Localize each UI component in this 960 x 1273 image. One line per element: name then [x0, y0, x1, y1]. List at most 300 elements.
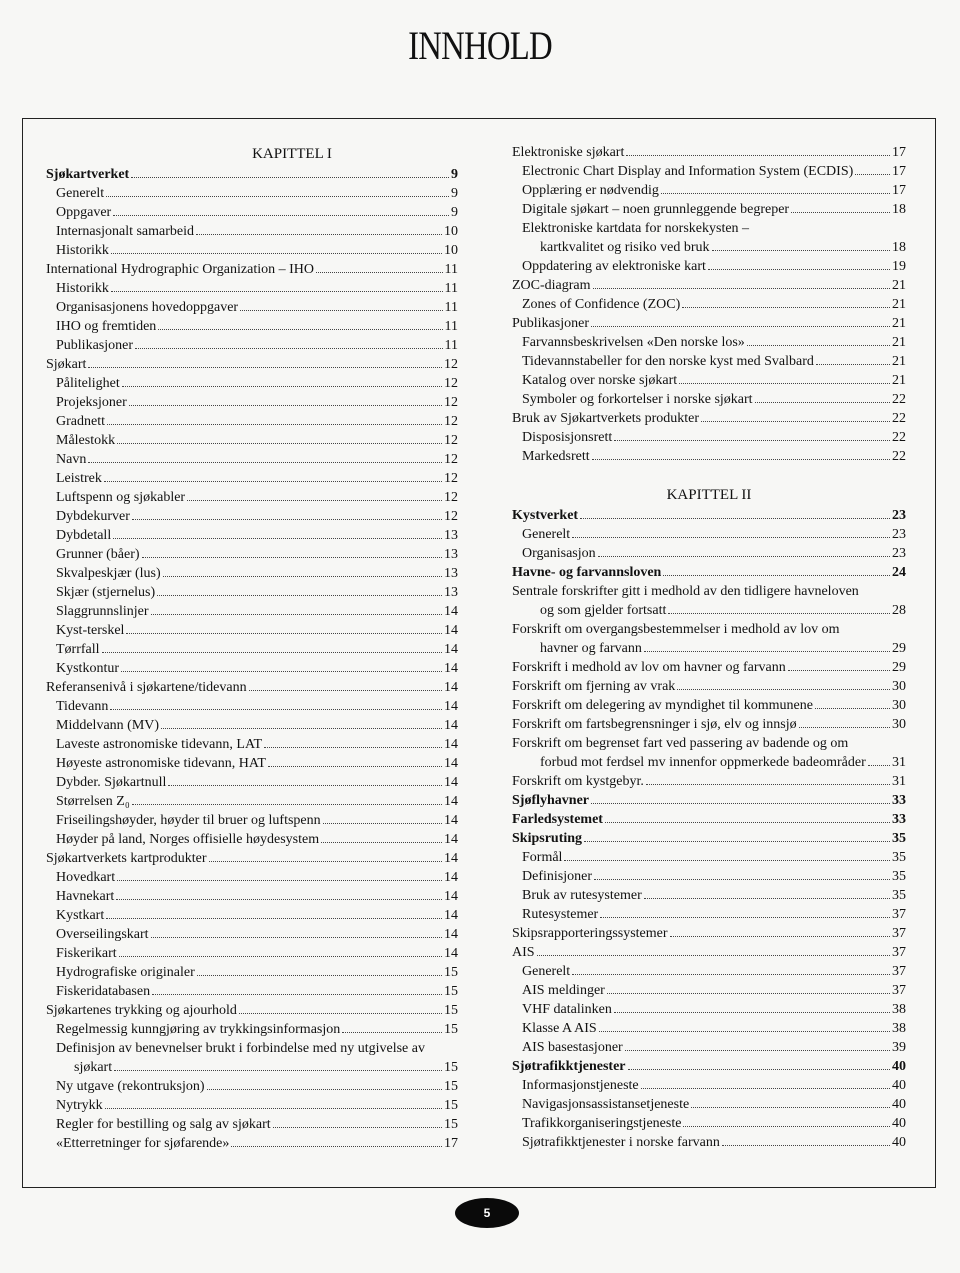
toc-entry: [46, 1001, 458, 1020]
toc-entry: [512, 200, 906, 219]
dot-leader: [644, 651, 890, 652]
dot-leader: [240, 310, 442, 311]
toc-entry: [46, 1134, 458, 1153]
dot-leader: [599, 1031, 890, 1032]
dot-leader: [788, 670, 890, 671]
dot-leader: [129, 405, 442, 406]
toc-entry: [512, 1114, 906, 1133]
toc-entry-page: 11: [444, 262, 458, 277]
toc-entry-title: Bruk av rutesystemer: [522, 888, 642, 903]
toc-entry-page: 9: [451, 186, 458, 201]
toc-entry: [46, 811, 458, 830]
toc-entry-page: 40: [892, 1097, 906, 1112]
toc-entry-page: 12: [444, 414, 458, 429]
toc-entry: [46, 602, 458, 621]
dot-leader: [231, 1146, 442, 1147]
toc-entry-page: 17: [892, 183, 906, 198]
toc-entry-title: Størrelsen Z₀: [56, 794, 130, 809]
toc-entry-title: Klasse A AIS: [522, 1021, 597, 1036]
toc-entry-page: 14: [444, 813, 458, 828]
toc-entry-page: 33: [892, 812, 906, 827]
toc-entry: [512, 181, 906, 200]
toc-list: [512, 143, 906, 466]
toc-entry: [46, 1020, 458, 1039]
toc-entry-page: 15: [444, 1079, 458, 1094]
toc-entry-title: Kystkart: [56, 908, 105, 923]
toc-entry-title: AIS: [512, 945, 535, 960]
toc-entry: [46, 469, 458, 488]
toc-entry-page: 21: [892, 297, 906, 312]
toc-entry: [46, 336, 458, 355]
toc-entry-title: Trafikkorganiseringstjeneste: [522, 1116, 682, 1131]
toc-entry: [512, 829, 906, 848]
toc-entry: [46, 830, 458, 849]
toc-entry-title: Forskrift om fjerning av vrak: [512, 679, 676, 694]
toc-entry-page: 21: [892, 335, 906, 350]
dot-leader: [161, 728, 442, 729]
dot-leader: [614, 440, 890, 441]
dot-leader: [239, 1013, 442, 1014]
toc-entry: [46, 165, 458, 184]
toc-entry: [46, 374, 458, 393]
toc-entry: [46, 906, 458, 925]
dot-leader: [670, 936, 890, 937]
toc-entry-title: Generelt: [56, 186, 105, 201]
toc-entry: [512, 563, 906, 582]
toc-entry: [46, 241, 458, 260]
dot-leader: [316, 272, 443, 273]
toc-entry: [512, 371, 906, 390]
toc-entry: [512, 677, 906, 696]
toc-entry: [512, 447, 906, 466]
toc-entry-page: 29: [892, 660, 906, 675]
toc-entry-title: Electronic Chart Display and Information System (ECDIS): [522, 164, 854, 179]
dot-leader: [591, 326, 890, 327]
toc-entry: [512, 810, 906, 829]
toc-entry: [46, 1077, 458, 1096]
dot-leader: [151, 937, 442, 938]
toc-entry: [512, 848, 906, 867]
toc-entry: [512, 734, 906, 753]
dot-leader: [168, 785, 442, 786]
toc-entry-page: 31: [892, 755, 906, 770]
toc-entry-page: 15: [444, 1060, 458, 1075]
toc-entry-title: Opplæring er nødvendig: [522, 183, 659, 198]
dot-leader: [592, 459, 890, 460]
toc-entry-title: Dybdetall: [56, 528, 112, 543]
toc-entry-title: Forskrift om delegering av myndighet til kommunene: [512, 698, 813, 713]
toc-entry-page: 37: [892, 983, 906, 998]
dot-leader: [126, 633, 442, 634]
dot-leader: [605, 822, 890, 823]
toc-entry: [512, 162, 906, 181]
toc-entry: [512, 905, 906, 924]
toc-entry: [46, 526, 458, 545]
dot-leader: [187, 500, 442, 501]
dot-leader: [868, 765, 890, 766]
toc-entry: [512, 772, 906, 791]
toc-entry-title: Oppdatering av elektroniske kart: [522, 259, 706, 274]
dot-leader: [646, 784, 890, 785]
toc-entry: [46, 450, 458, 469]
dot-leader: [110, 709, 442, 710]
toc-entry: [46, 621, 458, 640]
toc-entry: [46, 1096, 458, 1115]
dot-leader: [791, 212, 890, 213]
dot-leader: [799, 727, 890, 728]
toc-entry: [46, 887, 458, 906]
toc-entry-page: 28: [892, 603, 906, 618]
toc-entry-page: 29: [892, 641, 906, 656]
toc-entry-title: Sjøflyhavner: [512, 793, 589, 808]
toc-entry-title: Hovedkart: [56, 870, 116, 885]
toc-entry: [512, 352, 906, 371]
toc-entry-page: 12: [444, 357, 458, 372]
dot-leader: [712, 250, 890, 251]
toc-entry: [46, 545, 458, 564]
toc-entry-title: Friseilingshøyder, høyder til bruer og luftspenn: [56, 813, 321, 828]
toc-entry-page: 38: [892, 1021, 906, 1036]
toc-entry-title: Zones of Confidence (ZOC): [522, 297, 681, 312]
dot-leader: [747, 345, 890, 346]
dot-leader: [113, 215, 449, 216]
toc-entry-title: Forskrift om kystgebyr.: [512, 774, 644, 789]
toc-entry-page: 40: [892, 1135, 906, 1150]
toc-entry-page: 15: [444, 1117, 458, 1132]
toc-entry: [512, 506, 906, 525]
toc-entry: [512, 1133, 906, 1152]
toc-entry: [512, 428, 906, 447]
toc-entry-page: 30: [892, 698, 906, 713]
toc-entry: [512, 582, 906, 601]
toc-entry: [512, 390, 906, 409]
toc-entry-title: Historikk: [56, 281, 109, 296]
toc-entry: [512, 544, 906, 563]
dot-leader: [104, 481, 442, 482]
dot-leader: [572, 537, 890, 538]
toc-entry-title: Regelmessig kunngjøring av trykkingsinformasjon: [56, 1022, 341, 1037]
dot-leader: [701, 421, 890, 422]
toc-entry-title: Nytrykk: [56, 1098, 103, 1113]
toc-entry-title: Ny utgave (rekontruksjon): [56, 1079, 205, 1094]
toc-entry-title: Skipsruting: [512, 831, 583, 846]
toc-entry-page: 37: [892, 907, 906, 922]
dot-leader: [273, 1127, 442, 1128]
toc-entry-page: 31: [892, 774, 906, 789]
dot-leader: [614, 1012, 890, 1013]
dot-leader: [594, 879, 890, 880]
toc-entry-page: 14: [444, 699, 458, 714]
dot-leader: [323, 823, 442, 824]
toc-entry: [512, 143, 906, 162]
toc-entry-title: Tidevann: [56, 699, 109, 714]
dot-leader: [157, 595, 442, 596]
dot-leader: [106, 196, 449, 197]
toc-entry-page: 21: [892, 373, 906, 388]
toc-entry: [512, 525, 906, 544]
toc-entry-page: 9: [451, 167, 458, 182]
dot-leader: [580, 518, 890, 519]
dot-leader: [626, 155, 890, 156]
toc-entry-page: 30: [892, 679, 906, 694]
toc-entry: [46, 488, 458, 507]
dot-leader: [152, 994, 442, 995]
toc-entry: [512, 1019, 906, 1038]
page-title: INNHOLD: [408, 23, 552, 68]
dot-leader: [142, 557, 442, 558]
toc-entry-title: Bruk av Sjøkartverkets produkter: [512, 411, 700, 426]
toc-entry-title: Organisasjonens hovedoppgaver: [56, 300, 239, 315]
dot-leader: [88, 462, 442, 463]
toc-entry-title: Rutesystemer: [522, 907, 599, 922]
dot-leader: [119, 956, 442, 957]
toc-entry-page: 13: [444, 547, 458, 562]
dot-leader: [122, 386, 442, 387]
dot-leader: [113, 538, 442, 539]
dot-leader: [132, 804, 442, 805]
dot-leader: [564, 860, 890, 861]
toc-entry: [46, 716, 458, 735]
toc-entry: [512, 924, 906, 943]
toc-entry-page: 14: [444, 604, 458, 619]
toc-entry: [46, 298, 458, 317]
toc-entry-title: Publikasjoner: [56, 338, 133, 353]
toc-entry-title: Oppgaver: [56, 205, 112, 220]
toc-entry: [46, 260, 458, 279]
toc-entry-title: Kystverket: [512, 508, 579, 523]
toc-entry-page: 17: [892, 164, 906, 179]
toc-entry-title: Havnekart: [56, 889, 115, 904]
toc-entry-page: 39: [892, 1040, 906, 1055]
toc-entry: [512, 257, 906, 276]
toc-entry-title: «Etterretninger for sjøfarende»: [56, 1136, 230, 1151]
toc-entry: [46, 279, 458, 298]
toc-entry-page: 11: [444, 319, 458, 334]
dot-leader: [102, 652, 442, 653]
toc-entry-title: Målestokk: [56, 433, 116, 448]
toc-entry-title: Formål: [522, 850, 563, 865]
toc-entry: [46, 412, 458, 431]
toc-entry-page: 18: [892, 202, 906, 217]
toc-entry: [512, 715, 906, 734]
toc-entry-page: 35: [892, 888, 906, 903]
toc-entry: [46, 431, 458, 450]
toc-entry: [46, 184, 458, 203]
dot-leader: [677, 689, 890, 690]
toc-entry: [46, 963, 458, 982]
toc-entry: [46, 697, 458, 716]
toc-column-right: [512, 143, 906, 1152]
toc-entry-title: forbud mot ferdsel mv innenfor oppmerkede badeområder: [540, 755, 866, 770]
toc-entry-page: 14: [444, 756, 458, 771]
toc-entry-page: 21: [892, 278, 906, 293]
toc-entry-title: Tørrfall: [56, 642, 100, 657]
toc-entry-page: 35: [892, 869, 906, 884]
toc-entry-page: 19: [892, 259, 906, 274]
toc-entry: [512, 1076, 906, 1095]
chapter-heading: KAPITTEL I: [252, 146, 332, 162]
toc-entry-page: 37: [892, 964, 906, 979]
toc-entry-page: 12: [444, 452, 458, 467]
dot-leader: [88, 367, 442, 368]
dot-leader: [815, 708, 890, 709]
toc-entry-page: 14: [444, 680, 458, 695]
toc-entry-title: Sjøkartverkets kartprodukter: [46, 851, 207, 866]
toc-entry: [46, 1115, 458, 1134]
toc-entry-title: Forskrift om overgangsbestemmelser i medhold av lov om: [512, 622, 840, 637]
toc-entry: [512, 409, 906, 428]
toc-entry-title: Dybder. Sjøkartnull: [56, 775, 167, 790]
toc-entry-page: 10: [444, 243, 458, 258]
dot-leader: [209, 861, 442, 862]
toc-entry-page: 24: [892, 565, 906, 580]
toc-entry-title: Skjær (stjernelus): [56, 585, 156, 600]
toc-entry-page: 11: [444, 281, 458, 296]
dot-leader: [111, 253, 442, 254]
dot-leader: [607, 993, 890, 994]
toc-entry: [46, 222, 458, 241]
toc-entry-title: Digitale sjøkart – noen grunnleggende begreper: [522, 202, 790, 217]
dot-leader: [816, 364, 890, 365]
toc-entry-page: 11: [444, 300, 458, 315]
toc-entry-page: 38: [892, 1002, 906, 1017]
toc-entry: [46, 982, 458, 1001]
toc-entry-page: 35: [892, 850, 906, 865]
toc-entry-page: 14: [444, 851, 458, 866]
dot-leader: [116, 899, 442, 900]
toc-entry: [46, 317, 458, 336]
toc-entry: [46, 792, 458, 811]
dot-leader: [663, 575, 890, 576]
toc-entry-page: 14: [444, 737, 458, 752]
toc-entry-page: 22: [892, 430, 906, 445]
toc-entry: [512, 238, 906, 257]
toc-entry-title: Høyder på land, Norges offisielle høydesystem: [56, 832, 320, 847]
toc-entry-title: Overseilingskart: [56, 927, 149, 942]
dot-leader: [131, 177, 449, 178]
toc-entry-title: AIS basestasjoner: [522, 1040, 623, 1055]
toc-entry-title: Gradnett: [56, 414, 105, 429]
dot-leader: [661, 193, 890, 194]
toc-entry-title: Symboler og forkortelser i norske sjøkart: [522, 392, 753, 407]
toc-entry-title: Forskrift i medhold av lov om havner og farvann: [512, 660, 786, 675]
toc-entry-page: 13: [444, 566, 458, 581]
dot-leader: [644, 898, 890, 899]
dot-leader: [197, 975, 442, 976]
dot-leader: [151, 614, 442, 615]
toc-entry-title: Middelvann (MV): [56, 718, 160, 733]
toc-entry-page: 14: [444, 927, 458, 942]
toc-entry: [512, 658, 906, 677]
dot-leader: [264, 747, 442, 748]
toc-entry: [512, 620, 906, 639]
toc-entry: [512, 1000, 906, 1019]
toc-entry-title: Sjøtrafikktjenester: [512, 1059, 626, 1074]
dot-leader: [537, 955, 890, 956]
toc-entry-page: 15: [444, 1003, 458, 1018]
toc-entry-title: og som gjelder fortsatt: [540, 603, 667, 618]
toc-list: [46, 165, 458, 1153]
toc-entry: [512, 219, 906, 238]
toc-entry: [512, 943, 906, 962]
toc-entry-title: ZOC-diagram: [512, 278, 591, 293]
toc-entry-title: Publikasjoner: [512, 316, 589, 331]
toc-entry-title: Navn: [56, 452, 87, 467]
toc-entry-title: Slaggrunnslinjer: [56, 604, 149, 619]
toc-entry-page: 9: [451, 205, 458, 220]
dot-leader: [111, 291, 443, 292]
toc-entry: [512, 886, 906, 905]
toc-entry-page: 12: [444, 509, 458, 524]
toc-entry-title: Definisjon av benevnelser brukt i forbindelse med ny utgivelse av: [56, 1041, 425, 1056]
toc-entry: [46, 583, 458, 602]
toc-entry-page: 14: [444, 946, 458, 961]
dot-leader: [121, 671, 442, 672]
toc-entry: [46, 203, 458, 222]
toc-entry: [46, 355, 458, 374]
toc-entry-title: Regler for bestilling og salg av sjøkart: [56, 1117, 271, 1132]
toc-entry-title: Historikk: [56, 243, 109, 258]
toc-entry-title: Disposisjonsrett: [522, 430, 613, 445]
toc-entry-title: Sjøkartverket: [46, 167, 130, 182]
dot-leader: [593, 288, 890, 289]
toc-entry-title: Kystkontur: [56, 661, 119, 676]
toc-entry-page: 13: [444, 528, 458, 543]
toc-entry: [512, 295, 906, 314]
dot-leader: [628, 1069, 890, 1070]
toc-entry-page: 14: [444, 661, 458, 676]
dot-leader: [117, 443, 442, 444]
toc-entry-title: VHF datalinken: [522, 1002, 612, 1017]
toc-entry-page: 14: [444, 718, 458, 733]
toc-entry: [46, 944, 458, 963]
toc-entry-page: 14: [444, 642, 458, 657]
toc-entry-page: 15: [444, 965, 458, 980]
toc-entry-title: Høyeste astronomiske tidevann, HAT: [56, 756, 266, 771]
toc-entry-title: havner og farvann: [540, 641, 642, 656]
dot-leader: [668, 613, 890, 614]
dot-leader: [600, 917, 890, 918]
toc-entry: [512, 276, 906, 295]
dot-leader: [691, 1107, 890, 1108]
toc-entry-title: Farvannsbeskrivelsen «Den norske los»: [522, 335, 745, 350]
toc-entry-page: 35: [892, 831, 906, 846]
dot-leader: [107, 424, 442, 425]
toc-entry-page: 14: [444, 908, 458, 923]
toc-entry-page: 14: [444, 832, 458, 847]
toc-entry-title: Markedsrett: [522, 449, 590, 464]
toc-entry: [512, 867, 906, 886]
toc-entry-title: International Hydrographic Organization – IHO: [46, 262, 314, 277]
toc-entry-page: 30: [892, 717, 906, 732]
toc-entry-title: IHO og fremtiden: [56, 319, 157, 334]
toc-entry-page: 14: [444, 775, 458, 790]
dot-leader: [196, 234, 442, 235]
toc-entry-title: Pålitelighet: [56, 376, 120, 391]
toc-entry-page: 40: [892, 1116, 906, 1131]
toc-entry-page: 18: [892, 240, 906, 255]
toc-entry-title: Leistrek: [56, 471, 102, 486]
toc-entry: [46, 925, 458, 944]
toc-entry: [46, 849, 458, 868]
toc-entry-title: Kyst-terskel: [56, 623, 125, 638]
toc-entry-title: Generelt: [522, 527, 571, 542]
toc-entry-page: 15: [444, 984, 458, 999]
toc-entry-title: Farledsystemet: [512, 812, 603, 827]
dot-leader: [598, 556, 890, 557]
toc-entry-title: Sjøkart: [46, 357, 87, 372]
toc-entry-title: Sjøkartenes trykking og ajourhold: [46, 1003, 237, 1018]
